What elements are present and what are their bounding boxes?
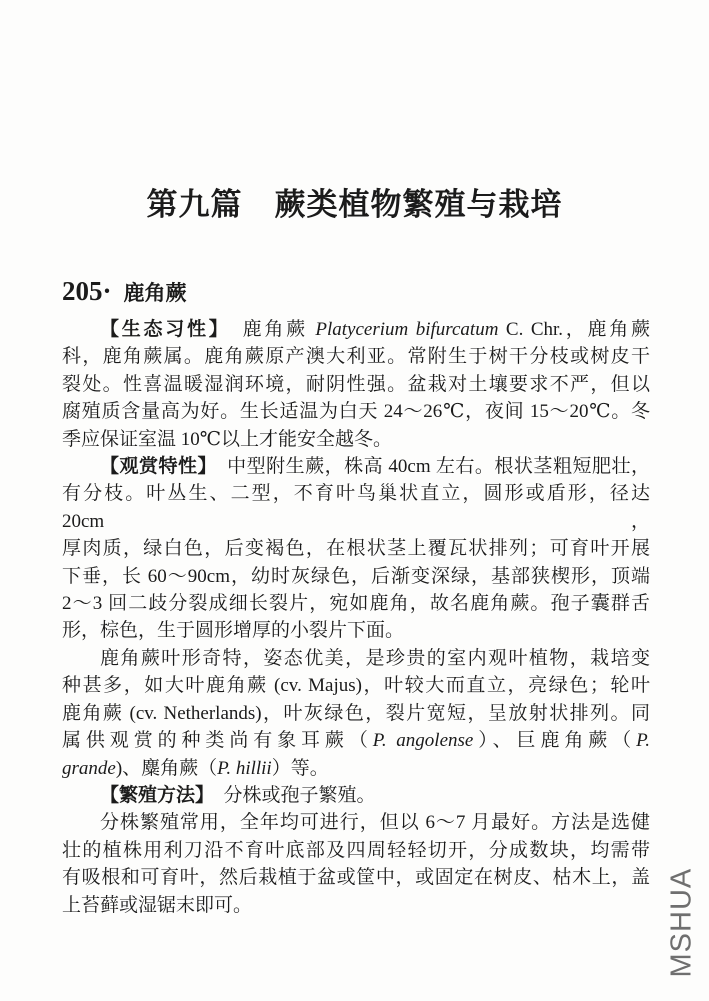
text-run: 鹿角蕨叶形奇特，姿态优美，是珍贵的室内观叶植物，栽培变	[100, 647, 650, 669]
text-line	[62, 343, 650, 370]
latin-name: Platycerium bifurcatum	[315, 319, 499, 340]
text-run: 裂处。性喜温暖湿润环境，耐阴性强。盆栽对土壤要求不严，但以	[62, 373, 650, 395]
text-line	[62, 398, 650, 425]
text-run: 上苔藓或湿锯末即可。	[62, 894, 253, 916]
text-run: ）、巨鹿角蕨（	[473, 730, 637, 752]
text-line	[62, 809, 650, 836]
text-run: ）等。	[271, 757, 329, 779]
text-line	[62, 480, 650, 535]
section-title: 鹿角蕨	[123, 282, 187, 305]
text-line	[62, 590, 650, 617]
watermark-text: MSHUA	[665, 867, 698, 978]
section-label: 【繁殖方法】	[100, 784, 205, 806]
latin-name: P.	[636, 730, 650, 752]
text-line	[62, 782, 650, 809]
text-line	[62, 371, 650, 398]
text-run: 下垂，长 60～90cm，幼时灰绿色，后渐变深绿，基部狭楔形，顶端	[62, 565, 650, 587]
text-line	[62, 316, 650, 343]
text-run: 有吸根和可育叶，然后栽植于盆或筐中，或固定在树皮、枯木上，盖	[62, 867, 650, 889]
text-run: 厚肉质，绿白色，后变褐色，在根状茎上覆瓦状排列；可育叶开展	[62, 538, 650, 560]
section-heading	[62, 276, 187, 307]
section-label: 【生态习性】	[100, 319, 221, 340]
text-line	[62, 672, 650, 699]
text-run: 科，鹿角蕨属。鹿角蕨原产澳大利亚。常附生于树干分枝或树皮干	[62, 346, 650, 368]
text-line	[62, 700, 650, 727]
text-run: 分株或孢子繁殖。	[204, 784, 376, 806]
text-line	[62, 617, 650, 644]
text-line	[62, 426, 650, 453]
text-run: 属供观赏的种类尚有象耳蕨（	[62, 730, 373, 752]
text-run: 形，棕色，生于圆形增厚的小裂片下面。	[62, 620, 405, 642]
text-line	[62, 755, 650, 782]
text-line	[62, 535, 650, 562]
latin-name: P. angolense	[372, 730, 474, 752]
section-number: 205·	[62, 276, 112, 306]
text-run: 分株繁殖常用，全年均可进行，但以 6～7 月最好。方法是选健	[100, 812, 650, 834]
section-label: 【观赏特性】	[100, 456, 208, 478]
text-run: 壮的植株用利刀沿不育叶底部及四周轻轻切开，分成数块，均需带	[62, 839, 650, 861]
text-run: 季应保证室温 10℃以上才能安全越冬。	[62, 428, 393, 450]
text-run: 种甚多，如大叶鹿角蕨 (cv. Majus)，叶较大而直立，亮绿色；轮叶	[62, 675, 650, 697]
text-run: 2～3 回二歧分裂成细长裂片，宛如鹿角，故名鹿角蕨。孢子囊群舌	[62, 593, 650, 615]
text-run: 腐殖质含量高为好。生长适温为白天 24～26℃，夜间 15～20℃。冬	[62, 401, 650, 423]
latin-name: grande	[62, 757, 116, 779]
text-run: 鹿角蕨 (cv. Netherlands)，叶灰绿色，裂片宽短，呈放射状排列。同	[62, 702, 650, 724]
text-line	[62, 837, 650, 864]
text-line	[62, 453, 650, 480]
text-run: C. Chr.，鹿角蕨	[498, 319, 650, 340]
text-line	[62, 563, 650, 590]
text-line	[62, 892, 650, 919]
body-text	[62, 316, 650, 919]
text-line	[62, 645, 650, 672]
page-title: 第九篇 蕨类植物繁殖与栽培	[146, 187, 563, 222]
text-line	[62, 864, 650, 891]
text-line	[62, 727, 650, 754]
text-run: 中型附生蕨，株高 40cm 左右。根状茎粗短肥壮，	[207, 456, 650, 478]
text-run: )、麋角蕨（	[115, 757, 218, 779]
text-run: 有分枝。叶丛生、二型，不育叶鸟巢状直立，圆形或盾形，径达 20cm，	[62, 483, 650, 532]
text-run: 鹿角蕨	[220, 319, 316, 340]
latin-name: P. hillii	[217, 757, 272, 779]
